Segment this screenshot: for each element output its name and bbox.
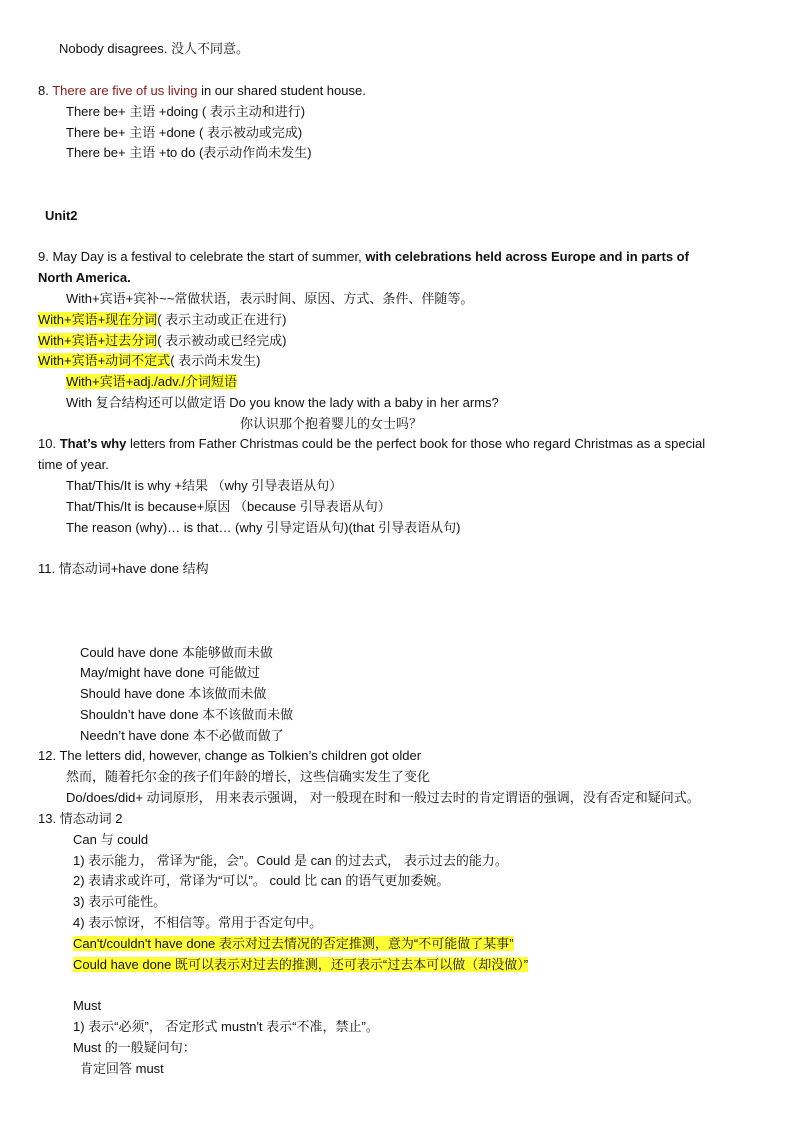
note: ( 表示被动或已经完成) bbox=[157, 333, 287, 348]
text-line: That/This/It is why +结果 （why 引导表语从句） bbox=[66, 478, 343, 493]
item-9 bbox=[38, 248, 689, 265]
text-line bbox=[73, 935, 514, 952]
item-number: 10. bbox=[38, 436, 60, 451]
text-line: There be+ 主语 +doing ( 表示主动和进行) bbox=[66, 104, 306, 119]
text-line: There be+ 主语 +done ( 表示被动或完成) bbox=[66, 125, 303, 140]
text-line: 1) 表示能力， 常译为“能，会”。Could 是 can 的过去式， 表示过去的能力。 bbox=[73, 853, 508, 868]
text-line: May/might have done 可能做过 bbox=[80, 665, 260, 680]
item-8 bbox=[38, 82, 366, 99]
highlighted-phrase: With+宾语+动词不定式 bbox=[38, 353, 171, 368]
text-line bbox=[38, 332, 286, 349]
note: ( 表示尚未发生) bbox=[170, 353, 261, 368]
text-line: 1) 表示“必须”， 否定形式 mustn't 表示“不准，禁止”。 bbox=[73, 1019, 379, 1034]
text-line: Could have done 本能够做而未做 bbox=[80, 645, 273, 660]
text-line: 2) 表请求或许可，常译为“可以”。 could 比 can 的语气更加委婉。 bbox=[73, 873, 450, 888]
text-line bbox=[38, 352, 260, 369]
text-line: 你认识那个抱着婴儿的女士吗？ bbox=[240, 416, 423, 431]
unit-heading: Unit2 bbox=[45, 208, 78, 223]
text-line: 3) 表示可能性。 bbox=[73, 894, 167, 909]
highlighted-phrase: With+宾语+adj./adv./介词短语 bbox=[66, 374, 237, 389]
highlighted-phrase: With+宾语+现在分词 bbox=[38, 312, 158, 327]
text-line: That/This/It is because+原因 （because 引导表语从句） bbox=[66, 499, 391, 514]
highlighted-phrase: Could have done 既可以表示对过去的推测，还可表示“过去本可以做（却没做）” bbox=[73, 957, 529, 972]
text-line: Can 与 could bbox=[73, 832, 149, 847]
item-12: 12. The letters did, however, change as Tolkien’s children got older bbox=[38, 748, 422, 763]
text-line: 肯定回答 must bbox=[80, 1061, 164, 1076]
highlighted-phrase: Can't/couldn't have done 表示对过去情况的否定推测，意为“不可能做了某事” bbox=[73, 936, 514, 951]
text-line: Needn’t have done 本不必做而做了 bbox=[80, 728, 284, 743]
bold-phrase: with celebrations held across Europe and in parts of bbox=[365, 249, 689, 264]
highlighted-phrase: There are five of us living bbox=[52, 83, 198, 98]
highlighted-phrase: With+宾语+过去分词 bbox=[38, 333, 158, 348]
sentence-rest: in our shared student house. bbox=[197, 83, 366, 98]
text-line: With 复合结构还可以做定语 Do you know the lady with a baby in her arms? bbox=[66, 395, 499, 410]
sentence-text: 9. May Day is a festival to celebrate the start of summer, bbox=[38, 249, 366, 264]
text-line: 然而，随着托尔金的孩子们年龄的增长，这些信确实发生了变化 bbox=[66, 769, 431, 784]
item-13: 13. 情态动词 2 bbox=[38, 811, 123, 826]
text-line: There be+ 主语 +to do (表示动作尚未发生) bbox=[66, 145, 312, 160]
text-line: Do/does/did+ 动词原形， 用来表示强调， 对一般现在时和一般过去时的肯定谓语的强调，没有否定和疑问式。 bbox=[66, 790, 700, 805]
text-line: time of year. bbox=[38, 457, 109, 472]
bold-phrase: North America. bbox=[38, 270, 131, 285]
text-line: Must bbox=[73, 998, 102, 1013]
text-line: With+宾语+宾补~~常做状语，表示时间、原因、方式、条件、伴随等。 bbox=[66, 291, 474, 306]
text-line bbox=[66, 373, 237, 390]
item-11: 11. 情态动词+have done 结构 bbox=[38, 561, 209, 576]
text-line: Must 的一般疑问句： bbox=[73, 1040, 196, 1055]
text-line bbox=[38, 311, 286, 328]
text-line bbox=[73, 956, 528, 973]
text-line: Should have done 本该做而未做 bbox=[80, 686, 267, 701]
sentence-text: letters from Father Christmas could be the perfect book for those who regard Christmas as a special bbox=[126, 436, 706, 451]
text-line: 4) 表示惊讶，不相信等。常用于否定句中。 bbox=[73, 915, 323, 930]
text-line: The reason (why)… is that… (why 引导定语从句)(that 引导表语从句) bbox=[66, 520, 461, 535]
item-10 bbox=[38, 435, 705, 452]
bold-phrase: That’s why bbox=[59, 436, 127, 451]
item-number: 8. bbox=[38, 83, 53, 98]
text-line: Nobody disagrees. 没人不同意。 bbox=[59, 41, 250, 56]
note: ( 表示主动或正在进行) bbox=[157, 312, 287, 327]
text-line: Shouldn’t have done 本不该做而未做 bbox=[80, 707, 294, 722]
